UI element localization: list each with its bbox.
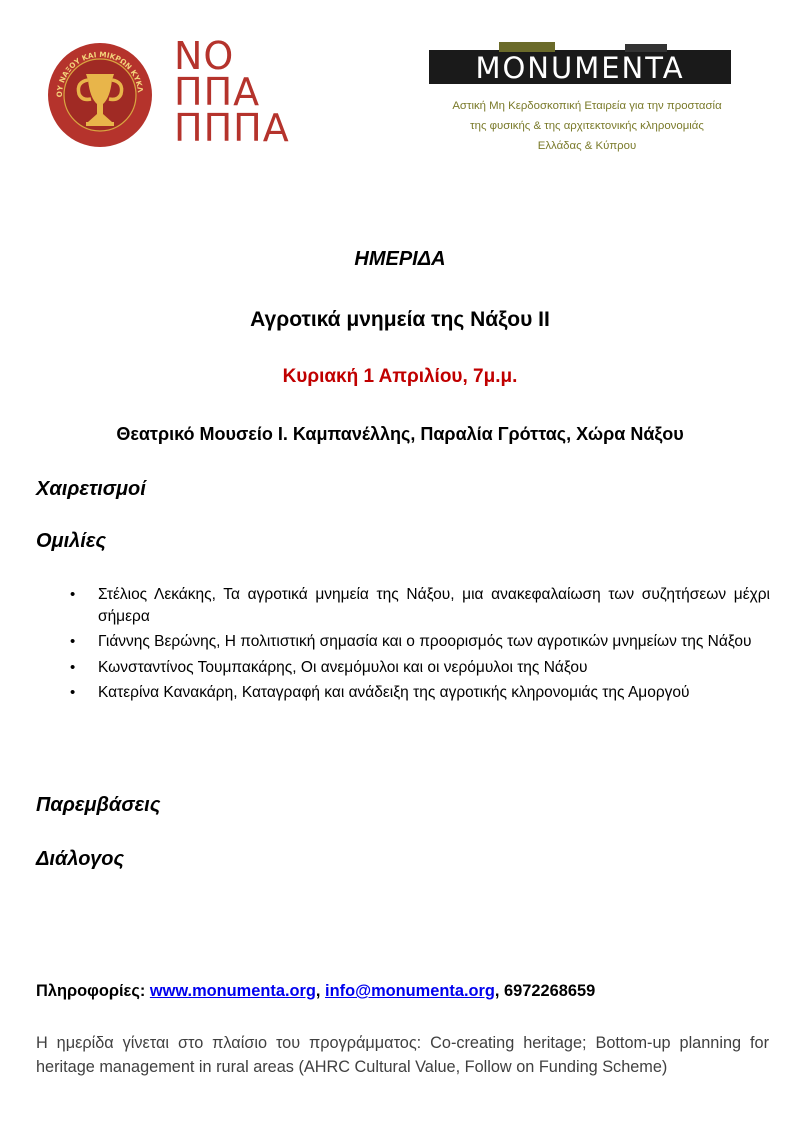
section-greetings: Χαιρετισμοί (36, 478, 146, 500)
bullet: • (70, 586, 76, 603)
event-subtitle: Αγροτικά μνημεία της Νάξου ΙΙ (250, 308, 550, 331)
section-interventions: Παρεμβάσεις (36, 794, 161, 816)
list-item (70, 657, 770, 679)
wordmark-line-2: ΠΠΑ (174, 70, 261, 114)
list-item (70, 584, 770, 627)
tagline-line-2: της φυσικής & της αρχιτεκτονικής κληρονομιάς (470, 120, 704, 132)
list-item (70, 682, 770, 704)
wordmark-line-1: ΝΟ (174, 34, 235, 78)
talks-list (70, 584, 770, 708)
bullet: • (70, 658, 76, 676)
list-item (70, 631, 770, 653)
email-link[interactable]: info@monumenta.org (325, 982, 495, 1000)
event-venue: Θεατρικό Μουσείο Ι. Καμπανέλλης, Παραλία Γρόττας, Χώρα Νάξου (116, 424, 684, 444)
bullet: • (70, 633, 76, 650)
info-label: Πληροφορίες: (36, 982, 146, 1000)
program-note: Η ημερίδα γίνεται στο πλαίσιο του προγράμματος: Co-creating heritage; Bottom-up planning for heritage management in rural areas (AHRC Cultural Value, Follow on Funding Scheme) (36, 1034, 769, 1076)
monumenta-tagline (424, 96, 750, 156)
monumenta-logo (424, 34, 750, 174)
contact-info (36, 982, 595, 1001)
phone-number: , 6972268659 (494, 982, 596, 1000)
tagline-line-3: Ελλάδας & Κύπρου (537, 140, 637, 152)
website-link[interactable]: www.monumenta.org (149, 982, 316, 1000)
wordmark-line-3: ΠΠΠΑ (174, 106, 290, 150)
monumenta-brand: MONUMENTA (475, 51, 685, 85)
talk-text: Γιάννης Βερώνης, Η πολιτιστική σημασία και ο προορισμός των αγροτικών μνημείων της Νάξου (98, 633, 752, 650)
event-title: ΗΜΕΡΙΔΑ (354, 248, 446, 270)
section-talks: Ομιλίες (36, 530, 107, 552)
talk-text: Κωνσταντίνος Τουμπακάρης, Οι ανεμόμυλοι και οι νερόμυλοι της Νάξου (98, 658, 588, 676)
section-dialogue: Διάλογος (36, 848, 125, 870)
tagline-line-1: Αστική Μη Κερδοσκοπική Εταιρεία για την προστασία (452, 100, 722, 112)
info-separator: , (315, 982, 321, 1000)
event-date: Κυριακή 1 Απριλίου, 7μ.μ. (282, 366, 518, 387)
municipality-wordmark (174, 34, 296, 150)
bullet: • (70, 684, 76, 701)
naxos-municipality-logo (46, 34, 296, 150)
monumenta-banner-icon (429, 42, 731, 88)
talk-text: Κατερίνα Κανακάρη, Καταγραφή και ανάδειξη της αγροτικής κληρονομιάς της Αμοργού (98, 684, 690, 701)
seal-text: ΟΥ ΝΑΞΟΥ ΚΑΙ ΜΙΚΡΩΝ ΚΥΚΛ (54, 49, 145, 98)
talk-text: Στέλιος Λεκάκης, Τα αγροτικά μνημεία της Νάξου, μια ανακεφαλαίωση των συζητήσεων μέχρι σήμερα (98, 586, 770, 625)
